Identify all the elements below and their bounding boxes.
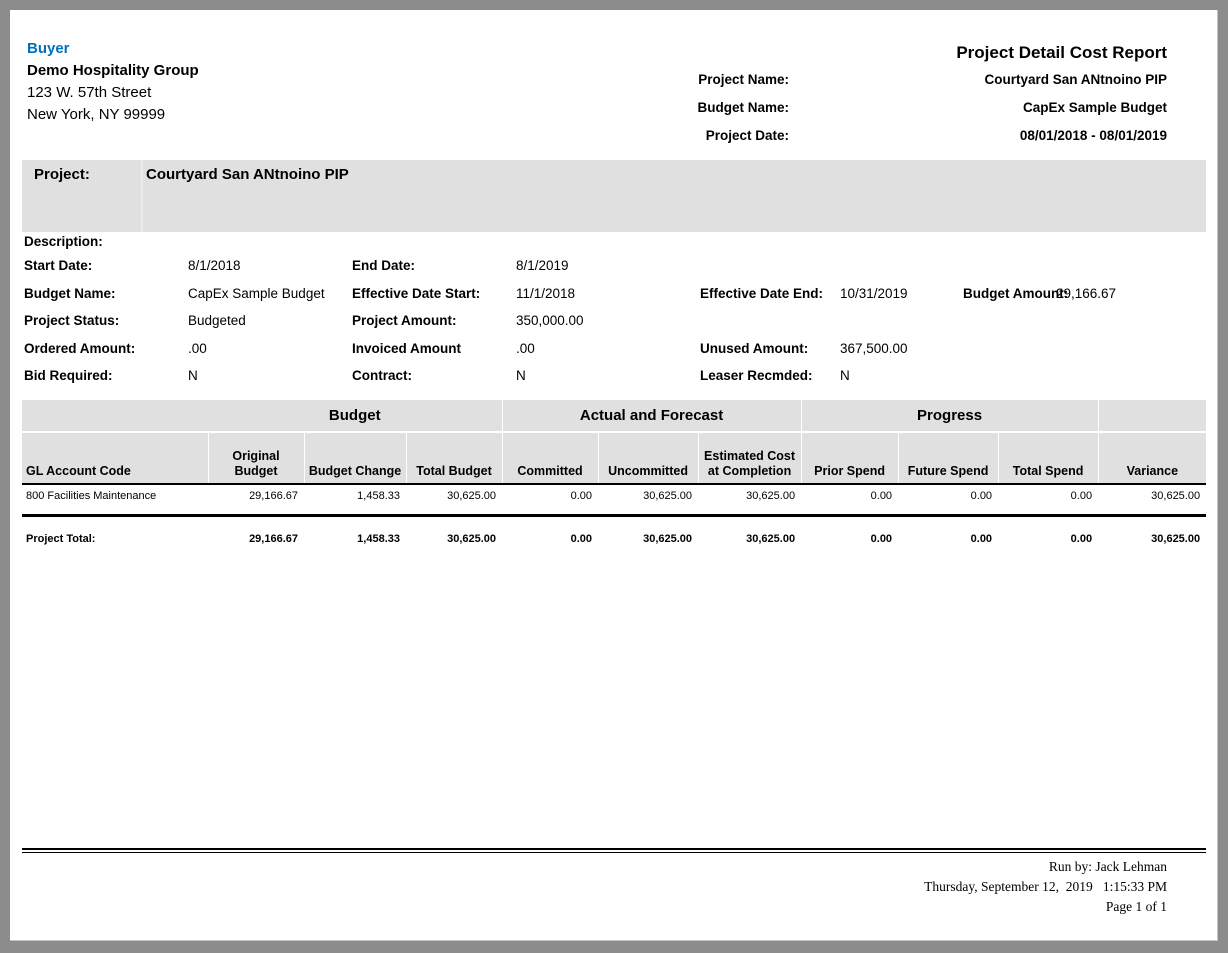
uncommitted-cell: 30,625.00 xyxy=(643,490,693,502)
end-date-value: 8/1/2019 xyxy=(516,258,569,273)
group-header-budget: Budget xyxy=(208,400,502,432)
effective-date-start-label: Effective Date Start: xyxy=(352,286,481,301)
group-header-empty xyxy=(22,400,208,432)
budget-name-field-label: Budget Name: xyxy=(24,286,116,301)
effective-date-start-value: 11/1/2018 xyxy=(516,286,576,301)
column-header-prior-spend: Prior Spend xyxy=(801,432,898,484)
table-group-header-row xyxy=(22,400,1206,432)
column-header-gl-account-code: GL Account Code xyxy=(22,432,208,484)
project-name-value: Courtyard San ANtnoino PIP xyxy=(984,72,1167,87)
total-estimated-cost-cell: 30,625.00 xyxy=(746,533,796,545)
buyer-company: Demo Hospitality Group xyxy=(27,62,199,79)
buyer-address-line1: 123 W. 57th Street xyxy=(27,84,152,101)
budget-amount-value: 29,166.67 xyxy=(1056,286,1117,301)
prior-spend-cell: 0.00 xyxy=(870,490,893,502)
report-page xyxy=(10,10,1218,941)
leaser-recmded-value: N xyxy=(840,368,850,383)
project-band-divider xyxy=(141,160,143,232)
group-header-empty xyxy=(1098,400,1206,432)
budget-name-label: Budget Name: xyxy=(697,100,789,115)
invoiced-amount-value: .00 xyxy=(516,341,535,356)
project-band xyxy=(22,160,1206,232)
committed-cell: 0.00 xyxy=(570,490,593,502)
contract-label: Contract: xyxy=(352,368,412,383)
budget-amount-label: Budget Amount: xyxy=(963,286,1069,301)
total-committed-cell: 0.00 xyxy=(570,533,593,545)
original-budget-cell: 29,166.67 xyxy=(249,490,298,502)
buyer-label: Buyer xyxy=(27,40,70,57)
total-future-spend-cell: 0.00 xyxy=(970,533,993,545)
project-total-label: Project Total: xyxy=(26,533,96,545)
project-name-label: Project Name: xyxy=(698,72,789,87)
total-variance-cell: 30,625.00 xyxy=(1151,533,1201,545)
buyer-block xyxy=(27,38,199,126)
table-total-divider xyxy=(22,515,1206,531)
project-status-label: Project Status: xyxy=(24,313,120,328)
run-datetime-text: Thursday, September 12, 2019 1:15:33 PM xyxy=(924,879,1167,894)
project-status-value: Budgeted xyxy=(188,313,246,328)
page-number-text: Page 1 of 1 xyxy=(1105,899,1167,914)
report-header xyxy=(567,43,1167,156)
total-prior-spend-cell: 0.00 xyxy=(870,533,893,545)
detail-row xyxy=(10,258,1217,278)
ordered-amount-label: Ordered Amount: xyxy=(24,341,136,356)
budget-name-value: CapEx Sample Budget xyxy=(1022,100,1167,115)
column-header-variance: Variance xyxy=(1098,432,1206,484)
project-date-label: Project Date: xyxy=(705,128,789,143)
column-header-total-budget: Total Budget xyxy=(406,432,502,484)
project-band-value: Courtyard San ANtnoino PIP xyxy=(146,166,349,183)
unused-amount-label: Unused Amount: xyxy=(700,341,809,356)
group-header-actual-and-forecast: Actual and Forecast xyxy=(502,400,801,432)
start-date-value: 8/1/2018 xyxy=(188,258,241,273)
column-header-committed: Committed xyxy=(502,432,598,484)
detail-row xyxy=(10,313,1217,333)
table-column-header-row xyxy=(22,432,1206,484)
table-row xyxy=(22,484,1206,508)
report-header-row xyxy=(567,72,1167,87)
report-header-row xyxy=(567,100,1167,115)
estimated-cost-cell: 30,625.00 xyxy=(746,490,796,502)
column-header-total-spend: Total Spend xyxy=(998,432,1098,484)
gl-account-cell: 800 Facilities Maintenance xyxy=(26,490,157,502)
total-uncommitted-cell: 30,625.00 xyxy=(643,533,693,545)
cost-table xyxy=(22,400,1206,547)
variance-cell: 30,625.00 xyxy=(1151,490,1201,502)
unused-amount-value: 367,500.00 xyxy=(840,341,908,356)
column-header-original-budget: Original Budget xyxy=(208,432,304,484)
project-date-value: 08/01/2018 - 08/01/2019 xyxy=(1019,128,1167,143)
contract-value: N xyxy=(516,368,526,383)
bid-required-label: Bid Required: xyxy=(24,368,113,383)
buyer-address-line2: New York, NY 99999 xyxy=(27,106,166,123)
total-original-budget-cell: 29,166.67 xyxy=(249,533,298,545)
budget-name-field-value: CapEx Sample Budget xyxy=(188,286,325,301)
report-header-row xyxy=(567,128,1167,143)
leaser-recmded-label: Leaser Recmded: xyxy=(700,368,813,383)
effective-date-end-label: Effective Date End: xyxy=(700,286,824,301)
column-header-estimated-cost-at-completion: Estimated Cost at Completion xyxy=(698,432,801,484)
project-amount-label: Project Amount: xyxy=(352,313,457,328)
detail-row xyxy=(10,341,1217,361)
report-title: Project Detail Cost Report xyxy=(956,43,1167,62)
total-total-budget-cell: 30,625.00 xyxy=(447,533,497,545)
start-date-label: Start Date: xyxy=(24,258,93,273)
run-by-text: Run by: Jack Lehman xyxy=(1048,859,1167,874)
total-budget-cell: 30,625.00 xyxy=(447,490,497,502)
total-budget-change-cell: 1,458.33 xyxy=(357,533,400,545)
total-total-spend-cell: 0.00 xyxy=(1070,533,1093,545)
column-header-future-spend: Future Spend xyxy=(898,432,998,484)
table-spacer-row xyxy=(22,508,1206,515)
bid-required-value: N xyxy=(188,368,198,383)
ordered-amount-value: .00 xyxy=(188,341,207,356)
column-header-uncommitted: Uncommitted xyxy=(598,432,698,484)
budget-change-cell: 1,458.33 xyxy=(357,490,400,502)
description-label: Description: xyxy=(24,234,103,249)
end-date-label: End Date: xyxy=(352,258,416,273)
column-header-budget-change: Budget Change xyxy=(304,432,406,484)
footer-divider xyxy=(22,848,1206,853)
project-band-label: Project: xyxy=(34,166,90,183)
effective-date-end-value: 10/31/2019 xyxy=(840,286,908,301)
table-total-row xyxy=(22,531,1206,547)
report-footer xyxy=(924,857,1167,917)
group-header-progress: Progress xyxy=(801,400,1098,432)
detail-row xyxy=(10,286,1217,306)
detail-row xyxy=(10,368,1217,388)
total-spend-cell: 0.00 xyxy=(1070,490,1093,502)
future-spend-cell: 0.00 xyxy=(970,490,993,502)
invoiced-amount-label: Invoiced Amount xyxy=(352,341,462,356)
project-amount-value: 350,000.00 xyxy=(516,313,584,328)
